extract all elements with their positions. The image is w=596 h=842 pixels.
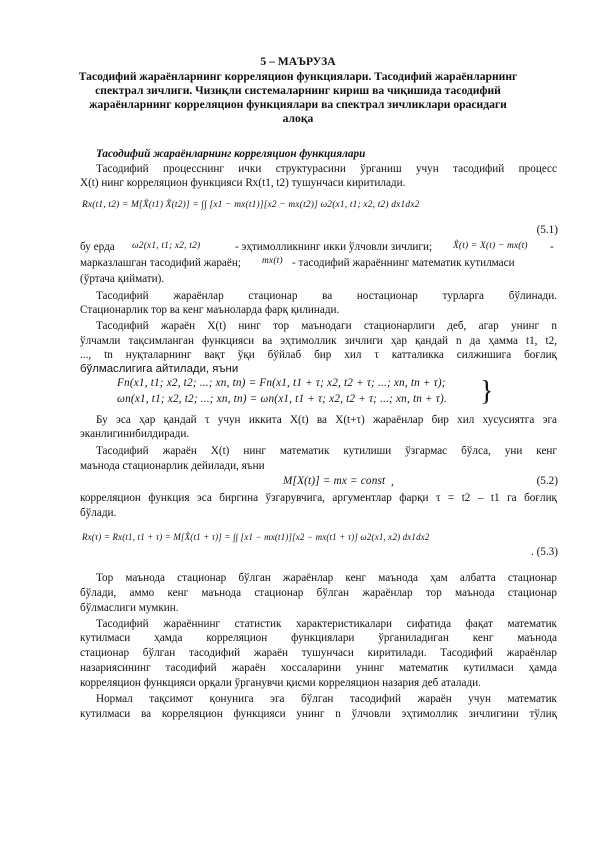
p3-line-2: Стационарлик тор ва кенг маъноларда фарқ қилинади. [80,304,340,316]
equation-number-5-2: (5.2) [536,475,558,487]
title-line-1: Тасодифий жараёнларнинг корреляцион функциялари. Тасодифий жараёнларнинг [78,70,518,83]
p4-line-3: ..., tn нуқталарнинг вақт ўқи бўйлаб бир хил τ катталикка силжишига боғлиқ [80,349,557,361]
p6-line-4: бўлади. [80,507,117,519]
section-heading: Тасодифий жараёнларнинг корреляцион функциялари [96,148,366,160]
p5-line-2: эканлигинибилдиради. [80,428,190,440]
equation-5-1: Rx(t1, t2) = M[X̊(t1) X̊(t2)] = ∫∫ [x1 − mx(t1)][x2 − mx(t2)] ω2(x1, t1; x2, t2) dx1dx2 [82,200,420,210]
equation-5-3: Rx(τ) = Rx(t1, t1 + τ) = M[X̊(t1 + τ)] = ∫∫ [x1 − mx(t1)][x2 − mx(t1 + τ)] ω2(x1, x2) dx1dx2 [82,532,430,542]
p6-line-2: маънода стационарлик дейилади, яъни [80,460,265,472]
p8-line-4: назариясининг тасодифий жараён хоссаларини унинг математик кутилмаси ҳамда [80,662,557,674]
p5-line-1: Бу эса ҳар қандай τ учун иккита X(t) ва X(t+τ) жараёнлар бир хил хусусиятга эга [96,414,557,426]
p7-line-2: бўлади, аммо кенг маънода стационар бўлган жараёнлар тор маънода стационар [80,587,557,599]
stationarity-equation-omega: ωn(x1, t1; x2, t2; ...; xn, tn) = ωn(x1, t1 + τ; x2, t2 + τ; ...; xn, tn + τ). [117,393,447,405]
p8-line-2: кутилмаси ҳамда корреляцион функциялари ўрганиладиган кенг маънода [80,632,557,644]
p4-line-4: бўлмаслигига айтилади, яъни [80,363,239,375]
p2-line-3: (ўртача қиймати). [80,273,165,285]
p6-line-3: корреляцион функция эса биргина ўзгарувчига, аргументлар фарқи τ = t2 – t1 га боғлиқ [80,492,557,504]
lecture-number: 5 – МАЪРУЗА [260,55,336,68]
p9-line-1: Нормал тақсимот қонунига эга бўлган тасодифий жараён учун математик [96,693,557,705]
title-line-4: алоқа [282,112,314,125]
mean-expression: mx(t) [262,256,283,266]
equation-5-2: M[X(t)] = mx = const [283,475,386,487]
equation-number-5-3: . (5.3) [530,546,558,558]
title-line-3: жараёнларнинг корреляцион функциялари ва спектрал зичликлари орасидаги [89,98,507,111]
p2-line-2-a: марказлашган тасодифий жараён; [80,257,241,269]
title-line-2: спектрал зичлиги. Чизиқли системаларнинг кириш ва чиқишида тасодифий [95,84,501,97]
p2-line-1-e: - [550,241,554,253]
p3-line-1: Тасодифий жараёнлар стационар ва ностационар турларга бўлинади. [96,290,557,302]
centered-process-expression: X̊(t) = X(t) − mx(t) [453,241,528,251]
equation-number-5-1: (5.1) [536,224,558,236]
p7-line-1: Тор маънода стационар бўлган жараёнлар кенг маънода ҳам албатта стационар [96,572,557,584]
equation-5-2-comma: , [391,476,394,488]
p8-line-5: корреляцион функцияси орқали ўрганувчи қисми корреляцион назария деб аталади. [80,677,481,689]
p1-line-1: Тасодифий процесснинг ички структурасини ўрганиш учун тасодифий процесс [96,163,557,175]
stationarity-equation-F: Fn(x1, t1; x2, t2; ...; xn, tn) = Fn(x1, t1 + τ; x2, t2 + τ; ...; xn, tn + τ); [117,377,446,389]
p2-line-1-c: - эҳтимолликнинг икки ўлчовли зичлиги; [235,241,433,253]
p4-line-2: ўлчамли тақсимланган функцияси ва эҳтимоллик зичлиги ҳар қандай n да ҳамма t1, t2, [80,335,557,347]
p9-line-2: кутилмаси ва корреляцион функцияси унинг n ўлчовли эҳтимоллик зичлигини тўлиқ [80,708,557,720]
p6-line-1: Тасодифий жараён X(t) нинг математик кутилиши ўзгармас бўлса, уни кенг [96,445,557,457]
system-brace: } [480,376,494,407]
p8-line-1: Тасодифий жараённинг статистик характеристикалари сифатида фақат математик [96,618,557,630]
p1-line-2: X(t) нинг корреляцион функцияси Rx(t1, t2) тушунчаси киритилади. [80,177,406,189]
p4-line-1: Тасодифий жараён X(t) нинг тор маънодаги стационарлиги деб, агар унинг n [96,320,557,332]
p7-line-3: бўлмаслиги мумкин. [80,602,179,614]
p2-line-2-c: - тасодифий жараённинг математик кутилмаси [292,257,515,269]
p2-line-1-a: бу ерда [80,241,115,253]
omega2-expression: ω2(x1, t1; x2, t2) [132,241,201,251]
p8-line-3: стационар бўлган тасодифий жараён тушунчаси киритилади. Тасодифий жараёнлар [80,647,557,659]
